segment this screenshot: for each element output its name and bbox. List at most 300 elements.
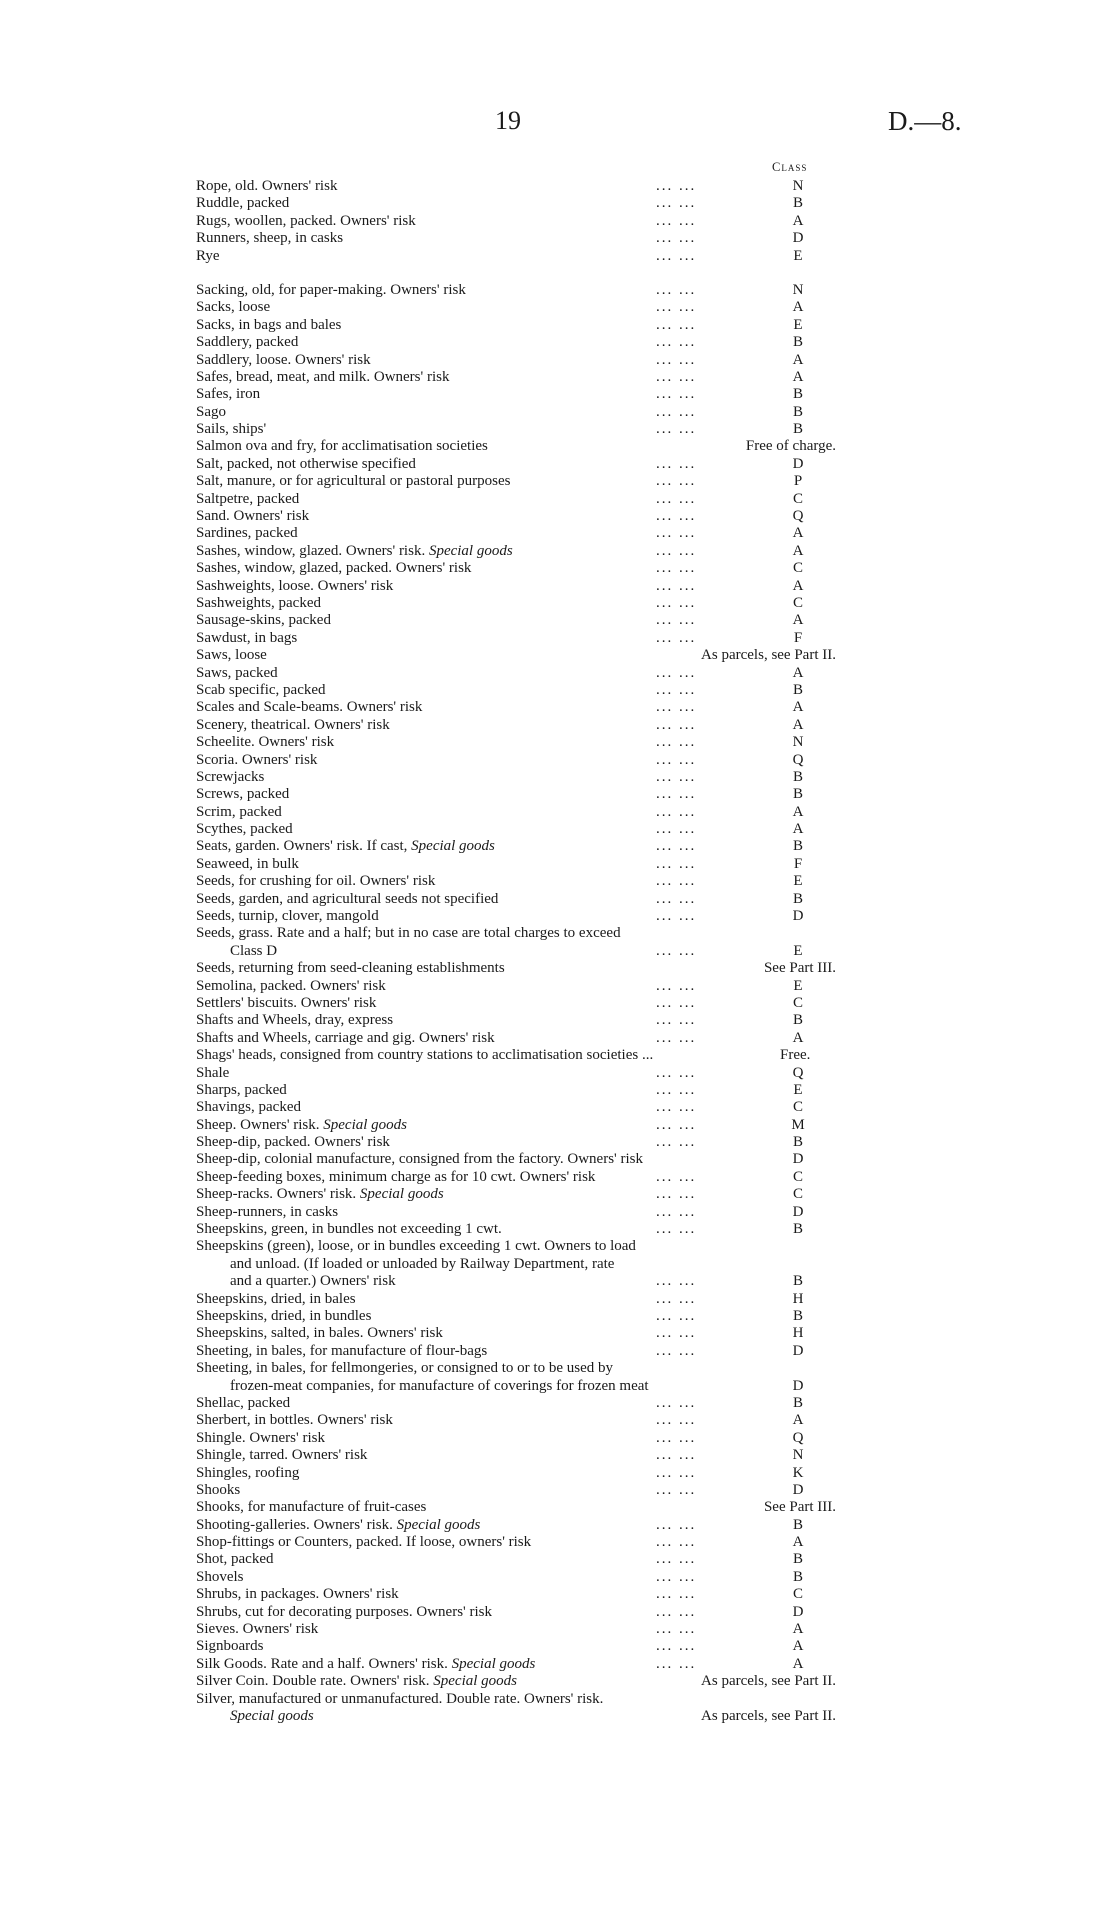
list-item: [196, 334, 836, 351]
list-item: [196, 352, 836, 369]
item-description: [196, 195, 289, 212]
item-text: Scheelite. Owners' risk: [196, 734, 335, 751]
leader-dots: ... ...: [656, 821, 697, 838]
item-class: C: [792, 490, 803, 507]
item-description: [196, 1395, 290, 1412]
list-item: [196, 1169, 836, 1186]
item-class: A: [792, 803, 804, 820]
leader-dots: ... ...: [656, 1186, 697, 1203]
list-item: [196, 995, 836, 1012]
leader-dots: ... ...: [656, 664, 697, 681]
leader-dots: ... ...: [656, 1551, 697, 1568]
item-text: Sharps, packed: [196, 1081, 287, 1098]
item-class: B: [792, 1221, 803, 1238]
item-description: [196, 804, 282, 821]
item-class: B: [792, 1516, 803, 1533]
item-description: [196, 1482, 240, 1499]
item-class: Q: [792, 751, 804, 768]
item-description: [196, 1065, 229, 1082]
list-item: [196, 1291, 836, 1308]
leader-dots: ... ...: [656, 230, 697, 247]
item-description: [196, 925, 621, 942]
item-class: B: [792, 1568, 803, 1585]
item-description: [196, 1343, 487, 1360]
item-text: Shafts and Wheels, dray, express: [196, 1012, 394, 1029]
item-special-note: Special goods: [411, 838, 495, 855]
leader-dots: ... ...: [656, 560, 697, 577]
item-class: H: [792, 1325, 804, 1342]
item-class: A: [792, 525, 804, 542]
item-text: Shooting-galleries. Owners' risk.: [196, 1516, 393, 1533]
leader-dots: ... ...: [656, 1168, 697, 1185]
item-class: N: [792, 178, 804, 194]
list-item: [196, 282, 836, 299]
item-text: Seeds, garden, and agricultural seeds not specified: [196, 890, 499, 907]
leader-dots: ... ...: [656, 803, 697, 820]
item-description: [196, 1030, 495, 1047]
item-description: [196, 717, 390, 734]
item-text: Sashes, window, glazed. Owners' risk.: [196, 542, 426, 559]
leader-dots: ... ...: [656, 1394, 697, 1411]
item-text: Shot, packed: [196, 1551, 274, 1568]
item-text: Sherbert, in bottles. Owners' risk: [196, 1412, 393, 1429]
item-text: Salt, packed, not otherwise specified: [196, 455, 416, 472]
item-text: Shrubs, cut for decorating purposes. Owners' risk: [196, 1603, 492, 1620]
item-text: Sheepskins (green), loose, or in bundles exceeding 1 cwt. Owners to load: [196, 1238, 636, 1255]
item-description: [196, 682, 326, 699]
leader-dots: ... ...: [656, 786, 697, 803]
item-description: [196, 960, 505, 977]
item-text: Sheeting, in bales, for fellmongeries, or consigned to or to be used by: [196, 1360, 613, 1377]
leader-dots: ... ...: [656, 699, 697, 716]
item-description: [196, 299, 270, 316]
item-class: E: [793, 1081, 803, 1098]
leader-dots: ... ...: [656, 490, 697, 507]
list-item: [196, 1065, 836, 1082]
item-text: Sheep-runners, in casks: [196, 1203, 339, 1220]
item-description: [196, 1691, 603, 1708]
item-text: frozen-meat companies, for manufacture of coverings for frozen meat: [230, 1377, 649, 1394]
list-item: [196, 682, 836, 699]
leader-dots: ... ...: [656, 351, 697, 368]
item-class: B: [792, 386, 803, 403]
item-description: [196, 282, 466, 299]
list-item: [196, 752, 836, 769]
item-description: [230, 1273, 396, 1290]
leader-dots: ... ...: [656, 1029, 697, 1046]
leader-dots: ... ...: [656, 1273, 697, 1290]
item-class: B: [792, 195, 803, 212]
item-text: Sacks, in bags and bales: [196, 316, 342, 333]
leader-dots: ... ...: [656, 1586, 697, 1603]
list-item: [196, 943, 836, 960]
list-item: [196, 769, 836, 786]
item-class: A: [792, 299, 804, 316]
item-class: F: [793, 855, 803, 872]
item-text: Screws, packed: [196, 786, 290, 803]
item-description: [196, 230, 343, 247]
item-description: [196, 178, 337, 195]
item-description: [196, 1569, 244, 1586]
leader-dots: ... ...: [656, 838, 697, 855]
list-item: [196, 665, 836, 682]
item-class: N: [792, 734, 804, 751]
item-text: Shop-fittings or Counters, packed. If loose, owners' risk: [196, 1534, 532, 1551]
item-text: Shingles, roofing: [196, 1464, 300, 1481]
item-text: Scythes, packed: [196, 821, 293, 838]
item-description: [196, 1047, 653, 1064]
leader-dots: ... ...: [656, 1342, 697, 1359]
item-text: Silk Goods. Rate and a half. Owners' risk.: [196, 1655, 448, 1672]
page-number: 19: [495, 106, 521, 135]
item-class: B: [792, 1273, 803, 1290]
item-text: Rye: [196, 247, 220, 264]
item-special-note: Special goods: [451, 1655, 536, 1672]
item-description: [196, 386, 260, 403]
item-text: Sheepskins, green, in bundles not exceeding 1 cwt.: [196, 1221, 502, 1238]
list-item: [196, 1238, 836, 1255]
leader-dots: ... ...: [656, 994, 697, 1011]
list-item: [196, 299, 836, 316]
list-item: [196, 925, 836, 942]
item-description: [196, 699, 422, 716]
list-item: [196, 578, 836, 595]
item-class: F: [793, 629, 803, 646]
list-item: [196, 908, 836, 925]
list-item: [196, 717, 836, 734]
item-class: E: [793, 873, 803, 890]
item-class: B: [792, 1551, 803, 1568]
item-class: D: [792, 908, 804, 925]
list-item: [196, 1273, 836, 1290]
item-class: C: [792, 1586, 803, 1603]
item-text: Shovels: [196, 1568, 244, 1585]
leader-dots: ... ...: [656, 1203, 697, 1220]
leader-dots: ... ...: [656, 386, 697, 403]
item-class: D: [792, 1203, 804, 1220]
item-text: Sheepskins, salted, in bales. Owners' risk: [196, 1325, 443, 1342]
list-item: [196, 1117, 836, 1134]
item-description: [230, 1708, 314, 1725]
list-item: [196, 1360, 836, 1377]
item-text: Seeds, for crushing for oil. Owners' risk: [196, 873, 436, 890]
item-class: E: [793, 977, 803, 994]
leader-dots: ... ...: [656, 1429, 697, 1446]
list-item: [196, 1621, 836, 1638]
list-item: [196, 1308, 836, 1325]
item-class: C: [792, 594, 803, 611]
item-reference-note: As parcels, see Part II.: [701, 1673, 836, 1690]
item-text: Shooks: [196, 1481, 241, 1498]
item-description: [196, 1117, 407, 1134]
list-item: [196, 1673, 836, 1690]
item-description: [196, 786, 289, 803]
item-reference-note: As parcels, see Part II.: [701, 647, 836, 664]
item-text: Scales and Scale-beams. Owners' risk: [196, 699, 423, 716]
list-item: [196, 612, 836, 629]
item-text: Sieves. Owners' risk: [196, 1621, 319, 1638]
item-text: Sheep-dip, colonial manufacture, consigned from the factory. Owners' risk: [196, 1151, 644, 1168]
item-class: C: [792, 1186, 803, 1203]
item-text: Seaweed, in bulk: [196, 855, 299, 872]
item-special-note: Special goods: [433, 1673, 517, 1690]
item-description: [230, 1378, 649, 1395]
item-text: Saddlery, loose. Owners' risk: [196, 351, 371, 368]
item-class: D: [792, 455, 804, 472]
item-text: Sheep-dip, packed. Owners' risk: [196, 1134, 390, 1151]
leader-dots: ... ...: [656, 1099, 697, 1116]
list-item: [196, 1517, 836, 1534]
item-class: B: [792, 838, 803, 855]
item-text: Sardines, packed: [196, 525, 298, 542]
leader-dots: ... ...: [656, 247, 697, 264]
leader-dots: ... ...: [656, 421, 697, 438]
item-description: [196, 873, 435, 890]
list-item: [196, 1499, 836, 1516]
item-description: [196, 317, 341, 334]
item-text: Shale: [196, 1064, 230, 1081]
item-reference-note: As parcels, see Part II.: [701, 1707, 836, 1724]
leader-dots: ... ...: [656, 316, 697, 333]
item-text: Settlers' biscuits. Owners' risk: [196, 994, 377, 1011]
item-class: H: [792, 1290, 804, 1307]
item-description: [196, 595, 321, 612]
item-description: [196, 1204, 338, 1221]
leader-dots: ... ...: [656, 368, 697, 385]
item-description: [196, 543, 513, 560]
leader-dots: ... ...: [656, 1081, 697, 1098]
list-item: [196, 1656, 836, 1673]
item-text: Scab specific, packed: [196, 681, 326, 698]
leader-dots: ... ...: [656, 1308, 697, 1324]
leader-dots: ... ...: [656, 1464, 697, 1481]
item-text: Shavings, packed: [196, 1099, 301, 1116]
leader-dots: ... ...: [656, 629, 697, 646]
leader-dots: ... ...: [656, 455, 697, 472]
document-code: D.—8.: [888, 106, 962, 136]
leader-dots: ... ...: [656, 890, 697, 907]
list-item: [196, 1134, 836, 1151]
list-item: [196, 1082, 836, 1099]
leader-dots: ... ...: [656, 473, 697, 490]
list-item: [196, 1569, 836, 1586]
item-description: [196, 665, 278, 682]
item-description: [196, 1082, 287, 1099]
item-class: B: [792, 1134, 803, 1151]
leader-dots: ... ...: [656, 751, 697, 768]
list-item: [196, 873, 836, 890]
item-description: [196, 560, 471, 577]
list-item: [196, 960, 836, 977]
list-item: [196, 1395, 836, 1412]
item-description: [196, 1134, 390, 1151]
list-item: [196, 317, 836, 334]
item-text: Shellac, packed: [196, 1394, 291, 1411]
item-description: [196, 1291, 356, 1308]
list-item: [196, 786, 836, 803]
list-item: [196, 1447, 836, 1464]
item-text: Rope, old. Owners' risk: [196, 178, 338, 194]
item-description: [196, 334, 298, 351]
item-class: A: [792, 542, 804, 559]
list-item: [196, 508, 836, 525]
list-item: [196, 1030, 836, 1047]
item-class: E: [793, 942, 803, 959]
leader-dots: ... ...: [656, 525, 697, 542]
item-text: Sashes, window, glazed, packed. Owners' risk: [196, 560, 472, 577]
leader-dots: ... ...: [656, 577, 697, 594]
list-item: [196, 1047, 836, 1064]
item-text: and unload. (If loaded or unloaded by Railway Department, rate: [230, 1255, 615, 1272]
list-item: [196, 248, 836, 265]
item-text: Signboards: [196, 1638, 264, 1655]
item-text: Seeds, turnip, clover, mangold: [196, 908, 379, 925]
item-description: [230, 1256, 614, 1273]
list-item: [196, 1638, 836, 1655]
item-class: Free.: [780, 1047, 811, 1064]
item-class: Q: [792, 1429, 804, 1446]
item-class: E: [793, 316, 803, 333]
leader-dots: ... ...: [656, 281, 697, 298]
leader-dots: ... ...: [656, 942, 697, 959]
item-text: Semolina, packed. Owners' risk: [196, 977, 386, 994]
item-description: [196, 1012, 393, 1029]
item-class: D: [792, 1481, 804, 1498]
leader-dots: ... ...: [656, 1447, 697, 1464]
item-text: Scoria. Owners' risk: [196, 751, 318, 768]
list-item: [196, 1534, 836, 1551]
item-class: A: [792, 1412, 804, 1429]
item-class: D: [792, 1377, 804, 1394]
item-text: Shingle, tarred. Owners' risk: [196, 1447, 368, 1464]
item-class: B: [792, 1394, 803, 1411]
leader-dots: ... ...: [656, 716, 697, 733]
item-text: Ruddle, packed: [196, 195, 290, 212]
leader-dots: ... ...: [656, 768, 697, 785]
item-description: [196, 1447, 367, 1464]
list-item: [196, 647, 836, 664]
item-class: A: [792, 699, 804, 716]
item-text: Shafts and Wheels, carriage and gig. Owners' risk: [196, 1029, 495, 1046]
item-description: [196, 630, 297, 647]
classification-list: [196, 178, 836, 1725]
item-class: A: [792, 612, 804, 629]
list-item: [196, 1412, 836, 1429]
item-class: N: [792, 281, 804, 298]
item-class: K: [792, 1464, 804, 1481]
list-item: [196, 543, 836, 560]
item-class: A: [792, 1534, 804, 1551]
leader-dots: ... ...: [656, 195, 697, 212]
item-special-note: Special goods: [428, 542, 513, 559]
item-description: [196, 473, 511, 490]
list-item: [196, 595, 836, 612]
item-text: Saltpetre, packed: [196, 490, 300, 507]
item-description: [196, 1186, 444, 1203]
item-text: Sawdust, in bags: [196, 629, 298, 646]
leader-dots: ... ...: [656, 1412, 697, 1429]
list-item: [196, 1604, 836, 1621]
item-special-note: Special goods: [323, 1116, 408, 1133]
item-description: [196, 1534, 531, 1551]
item-description: [196, 1673, 517, 1690]
list-item: [196, 1256, 836, 1273]
list-item: [196, 1708, 836, 1725]
item-text: Salt, manure, or for agricultural or pastoral purposes: [196, 473, 511, 490]
item-class: Q: [792, 508, 804, 525]
item-text: Scenery, theatrical. Owners' risk: [196, 716, 390, 733]
item-description: [196, 369, 449, 386]
item-description: [196, 1412, 393, 1429]
item-text: Shooks, for manufacture of fruit-cases: [196, 1499, 427, 1516]
item-special-note: Special goods: [230, 1707, 314, 1724]
item-class: E: [793, 247, 803, 264]
list-item: [196, 1151, 836, 1168]
item-text: Shags' heads, consigned from country stations to acclimatisation societies ...: [196, 1047, 654, 1064]
list-item: [196, 1343, 836, 1360]
leader-dots: ... ...: [656, 508, 697, 525]
list-item: [196, 178, 836, 195]
list-item: [196, 473, 836, 490]
item-description: [196, 508, 309, 525]
item-description: [196, 1638, 264, 1655]
list-item: [196, 891, 836, 908]
leader-dots: ... ...: [656, 1638, 697, 1655]
item-class: Q: [792, 1064, 804, 1081]
item-class: C: [792, 1099, 803, 1116]
class-column-heading: Class: [772, 160, 808, 174]
item-class: C: [792, 560, 803, 577]
item-class: B: [792, 786, 803, 803]
list-item: [196, 838, 836, 855]
item-text: Seeds, grass. Rate and a half; but in no case are total charges to exceed: [196, 925, 621, 942]
item-class: D: [792, 1342, 804, 1359]
item-text: Seeds, returning from seed-cleaning establishments: [196, 960, 505, 977]
item-description: [196, 1360, 613, 1377]
list-item: [196, 978, 836, 995]
leader-dots: ... ...: [656, 1534, 697, 1551]
leader-dots: ... ...: [656, 734, 697, 751]
list-item: [196, 1691, 836, 1708]
item-text: Saws, loose: [196, 647, 267, 664]
list-item: [196, 1325, 836, 1342]
item-class: A: [792, 351, 804, 368]
list-item: [196, 438, 836, 455]
item-description: [196, 1517, 480, 1534]
item-text: Sheep-feeding boxes, minimum charge as for 10 cwt. Owners' risk: [196, 1168, 596, 1185]
leader-dots: ... ...: [656, 1603, 697, 1620]
item-description: [196, 1308, 371, 1325]
item-text: Silver, manufactured or unmanufactured. Double rate. Owners' risk.: [196, 1690, 604, 1707]
item-class: A: [792, 1655, 804, 1672]
item-class: B: [792, 403, 803, 420]
item-text: Shrubs, in packages. Owners' risk: [196, 1586, 399, 1603]
leader-dots: ... ...: [656, 1012, 697, 1029]
item-text: Screwjacks: [196, 768, 265, 785]
list-item: [196, 1586, 836, 1603]
leader-dots: ... ...: [656, 1325, 697, 1342]
list-item: [196, 404, 836, 421]
item-description: [196, 1465, 299, 1482]
list-item: [196, 195, 836, 212]
leader-dots: ... ...: [656, 873, 697, 890]
item-text: Scrim, packed: [196, 803, 282, 820]
leader-dots: ... ...: [656, 1134, 697, 1151]
item-class: B: [792, 421, 803, 438]
leader-dots: ... ...: [656, 1621, 697, 1638]
list-item: [196, 386, 836, 403]
item-reference-note: Free of charge.: [745, 438, 836, 455]
